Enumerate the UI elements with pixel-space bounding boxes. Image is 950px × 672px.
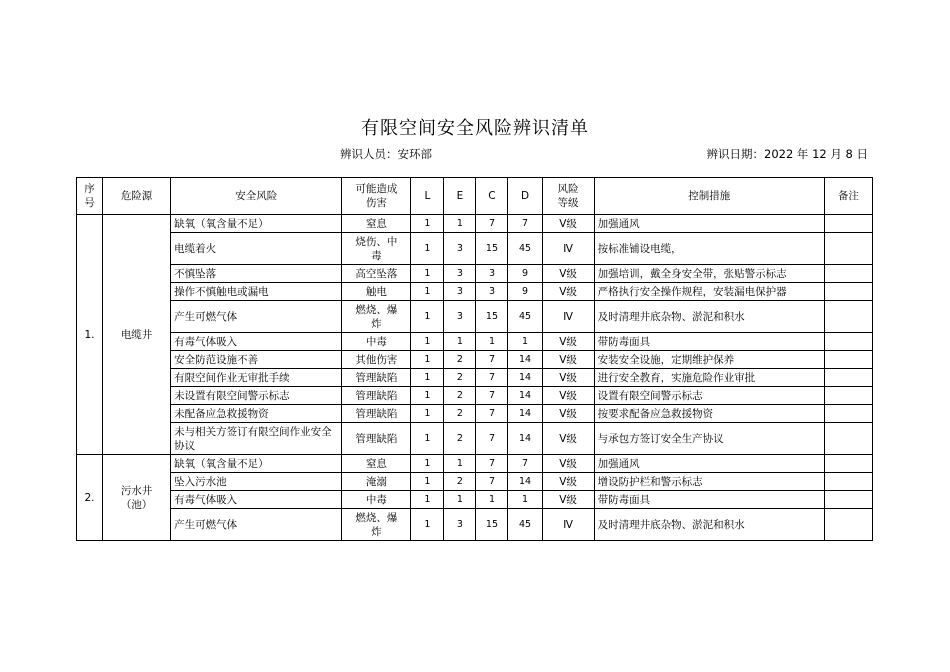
harm-cell: 烧伤、中毒: [342, 233, 411, 265]
c-cell: 7: [476, 473, 508, 491]
control-cell: 带防毒面具: [594, 491, 824, 509]
e-cell: 2: [444, 351, 476, 369]
c-cell: 15: [476, 301, 508, 333]
d-cell: 14: [508, 423, 542, 455]
header-control: 控制措施: [594, 178, 824, 215]
harm-cell: 管理缺陷: [342, 387, 411, 405]
e-cell: 2: [444, 473, 476, 491]
header-e: E: [444, 178, 476, 215]
remark-cell: [824, 301, 872, 333]
remark-cell: [824, 369, 872, 387]
risk-cell: 缺氧（氧含量不足）: [171, 455, 342, 473]
d-cell: 14: [508, 369, 542, 387]
risk-cell: 未与相关方签订有限空间作业安全协议: [171, 423, 342, 455]
table-row: [77, 369, 873, 387]
c-cell: 15: [476, 509, 508, 541]
identifier-label: 辨识人员：安环部: [340, 147, 432, 161]
risk-cell: 有毒气体吸入: [171, 491, 342, 509]
c-cell: 7: [476, 423, 508, 455]
c-cell: 1: [476, 333, 508, 351]
l-cell: 1: [411, 405, 444, 423]
c-cell: 15: [476, 233, 508, 265]
l-cell: 1: [411, 301, 444, 333]
d-cell: 14: [508, 351, 542, 369]
remark-cell: [824, 455, 872, 473]
harm-cell: 触电: [342, 283, 411, 301]
c-cell: 3: [476, 283, 508, 301]
header-d: D: [508, 178, 542, 215]
control-cell: 及时清理井底杂物、淤泥和积水: [594, 301, 824, 333]
c-cell: 7: [476, 369, 508, 387]
l-cell: 1: [411, 455, 444, 473]
control-cell: 带防毒面具: [594, 333, 824, 351]
risk-cell: 有毒气体吸入: [171, 333, 342, 351]
c-cell: 7: [476, 387, 508, 405]
risk-cell: 电缆着火: [171, 233, 342, 265]
level-cell: Ⅴ级: [542, 405, 594, 423]
control-cell: 安装安全设施，定期维护保养: [594, 351, 824, 369]
remark-cell: [824, 509, 872, 541]
header-remark: 备注: [824, 178, 872, 215]
control-cell: 设置有限空间警示标志: [594, 387, 824, 405]
d-cell: 14: [508, 387, 542, 405]
harm-cell: 管理缺陷: [342, 369, 411, 387]
e-cell: 3: [444, 265, 476, 283]
risk-cell: 坠入污水池: [171, 473, 342, 491]
risk-cell: 未设置有限空间警示标志: [171, 387, 342, 405]
table-row: [77, 387, 873, 405]
c-cell: 1: [476, 491, 508, 509]
l-cell: 1: [411, 215, 444, 233]
remark-cell: [824, 333, 872, 351]
l-cell: 1: [411, 509, 444, 541]
e-cell: 1: [444, 333, 476, 351]
header-hazard: 危险源: [103, 178, 171, 215]
table-row: [77, 333, 873, 351]
level-cell: Ⅳ: [542, 233, 594, 265]
d-cell: 1: [508, 333, 542, 351]
remark-cell: [824, 351, 872, 369]
l-cell: 1: [411, 351, 444, 369]
level-cell: Ⅴ级: [542, 333, 594, 351]
c-cell: 3: [476, 265, 508, 283]
header-l: L: [411, 178, 444, 215]
harm-cell: 管理缺陷: [342, 405, 411, 423]
harm-cell: 窒息: [342, 455, 411, 473]
d-cell: 7: [508, 455, 542, 473]
header-harm: 可能造成伤害: [342, 178, 411, 215]
e-cell: 2: [444, 423, 476, 455]
table-row: [77, 265, 873, 283]
risk-cell: 不慎坠落: [171, 265, 342, 283]
e-cell: 3: [444, 509, 476, 541]
harm-cell: 淹溺: [342, 473, 411, 491]
l-cell: 1: [411, 423, 444, 455]
d-cell: 45: [508, 233, 542, 265]
page-title: 有限空间安全风险辨识清单: [361, 118, 589, 139]
control-cell: 加强培训，戴全身安全带，张贴警示标志: [594, 265, 824, 283]
control-cell: 按标准铺设电缆，: [594, 233, 824, 265]
d-cell: 14: [508, 405, 542, 423]
l-cell: 1: [411, 265, 444, 283]
risk-table: [76, 177, 873, 541]
table-row: [77, 283, 873, 301]
header-c: C: [476, 178, 508, 215]
remark-cell: [824, 473, 872, 491]
level-cell: Ⅴ级: [542, 265, 594, 283]
control-cell: 加强通风: [594, 215, 824, 233]
e-cell: 1: [444, 455, 476, 473]
table-row: [77, 215, 873, 233]
l-cell: 1: [411, 387, 444, 405]
d-cell: 1: [508, 491, 542, 509]
remark-cell: [824, 265, 872, 283]
control-cell: 严格执行安全操作规程，安装漏电保护器: [594, 283, 824, 301]
remark-cell: [824, 491, 872, 509]
table-row: [77, 423, 873, 455]
seq-cell: 2.: [77, 455, 103, 541]
harm-cell: 燃烧、爆炸: [342, 301, 411, 333]
e-cell: 2: [444, 405, 476, 423]
table-row: [77, 301, 873, 333]
c-cell: 7: [476, 455, 508, 473]
control-cell: 及时清理井底杂物、淤泥和积水: [594, 509, 824, 541]
level-cell: Ⅴ级: [542, 351, 594, 369]
d-cell: 45: [508, 509, 542, 541]
control-cell: 增设防护栏和警示标志: [594, 473, 824, 491]
level-cell: Ⅴ级: [542, 387, 594, 405]
remark-cell: [824, 215, 872, 233]
c-cell: 7: [476, 405, 508, 423]
l-cell: 1: [411, 283, 444, 301]
risk-cell: 操作不慎触电或漏电: [171, 283, 342, 301]
harm-cell: 其他伤害: [342, 351, 411, 369]
risk-cell: 安全防范设施不善: [171, 351, 342, 369]
c-cell: 7: [476, 351, 508, 369]
e-cell: 1: [444, 491, 476, 509]
hazard-cell: 污水井（池）: [103, 455, 171, 541]
risk-cell: 产生可燃气体: [171, 301, 342, 333]
hazard-cell: 电缆井: [103, 215, 171, 455]
table-row: [77, 509, 873, 541]
table-row: [77, 491, 873, 509]
e-cell: 3: [444, 301, 476, 333]
level-cell: Ⅳ: [542, 509, 594, 541]
e-cell: 1: [444, 215, 476, 233]
control-cell: 进行安全教育，实施危险作业审批: [594, 369, 824, 387]
level-cell: Ⅴ级: [542, 455, 594, 473]
header-level: 风险等级: [542, 178, 594, 215]
table-row: [77, 405, 873, 423]
risk-cell: 产生可燃气体: [171, 509, 342, 541]
table-row: [77, 351, 873, 369]
remark-cell: [824, 283, 872, 301]
harm-cell: 中毒: [342, 333, 411, 351]
header-seq: 序号: [77, 178, 103, 215]
harm-cell: 燃烧、爆炸: [342, 509, 411, 541]
level-cell: Ⅴ级: [542, 491, 594, 509]
d-cell: 45: [508, 301, 542, 333]
header-risk: 安全风险: [171, 178, 342, 215]
harm-cell: 高空坠落: [342, 265, 411, 283]
remark-cell: [824, 405, 872, 423]
d-cell: 7: [508, 215, 542, 233]
risk-cell: 未配备应急救援物资: [171, 405, 342, 423]
risk-cell: 有限空间作业无审批手续: [171, 369, 342, 387]
l-cell: 1: [411, 333, 444, 351]
remark-cell: [824, 387, 872, 405]
seq-cell: 1.: [77, 215, 103, 455]
control-cell: 与承包方签订安全生产协议: [594, 423, 824, 455]
harm-cell: 窒息: [342, 215, 411, 233]
remark-cell: [824, 233, 872, 265]
level-cell: Ⅴ级: [542, 215, 594, 233]
l-cell: 1: [411, 369, 444, 387]
control-cell: 加强通风: [594, 455, 824, 473]
l-cell: 1: [411, 491, 444, 509]
d-cell: 14: [508, 473, 542, 491]
level-cell: Ⅴ级: [542, 423, 594, 455]
e-cell: 2: [444, 387, 476, 405]
l-cell: 1: [411, 473, 444, 491]
d-cell: 9: [508, 265, 542, 283]
risk-cell: 缺氧（氧含量不足）: [171, 215, 342, 233]
d-cell: 9: [508, 283, 542, 301]
harm-cell: 管理缺陷: [342, 423, 411, 455]
e-cell: 3: [444, 233, 476, 265]
level-cell: Ⅳ: [542, 301, 594, 333]
harm-cell: 中毒: [342, 491, 411, 509]
remark-cell: [824, 423, 872, 455]
control-cell: 按要求配备应急救援物资: [594, 405, 824, 423]
c-cell: 7: [476, 215, 508, 233]
table-row: [77, 233, 873, 265]
l-cell: 1: [411, 233, 444, 265]
level-cell: Ⅴ级: [542, 473, 594, 491]
date-label: 辨识日期：2022 年 12 月 8 日: [706, 147, 868, 161]
table-row: [77, 473, 873, 491]
table-row: [77, 455, 873, 473]
level-cell: Ⅴ级: [542, 283, 594, 301]
header-row: [77, 178, 873, 215]
e-cell: 3: [444, 283, 476, 301]
level-cell: Ⅴ级: [542, 369, 594, 387]
e-cell: 2: [444, 369, 476, 387]
